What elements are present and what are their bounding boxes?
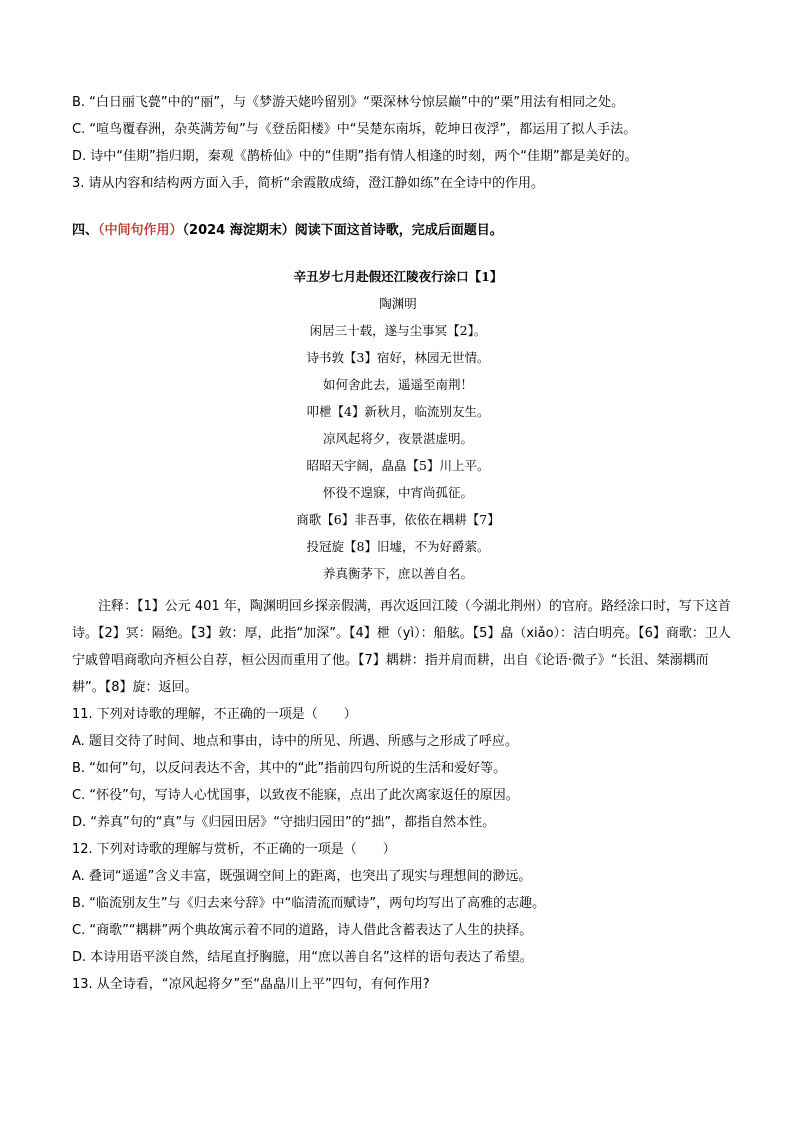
q12-option-c: C. “商歌”“耦耕”两个典故寓示着不同的道路，诗人借此含蓄表达了人生的抉择。 <box>72 923 533 938</box>
section-instruction: 阅读下面这首诗歌，完成后面题目。 <box>294 223 503 238</box>
annotation-text: 注释：【1】公元 401 年，陶渊明回乡探亲假满，再次返回江陵（今湖北荆州）的官府。路经涂口时，写下这首诗。【2】冥：隔绝。【3】敦：厚，此指“加深”。【4】枻（yì）：船舷。【5】皛（xiǎo）：洁白明亮。【6】商歌：卫人宁戚曾唱商歌向齐桓公自荐，桓公因而重用了他。【7】耦耕：指并肩而耕，出自《论语·微子》“长沮、桀溺耦而耕”。【8】旋：返回。 <box>72 599 731 695</box>
poem-line: 如何舍此去，遥遥至南荆！ <box>322 377 473 392</box>
q12-option-a: A. 叠词“遥遥”含义丰富，既强调空间上的距离，也突出了现实与理想间的渺远。 <box>72 869 532 884</box>
q12-option-d: D. 本诗用语平淡自然，结尾直抒胸臆，用“庶以善自名”这样的语句表达了希望。 <box>72 950 533 965</box>
annotation-paragraph <box>72 593 732 701</box>
q11-option-a: A. 题目交待了时间、地点和事由，诗中的所见、所遇、所感与之形成了呼应。 <box>72 734 518 749</box>
poem-line: 昭昭天宇阔，皛皛【5】川上平。 <box>306 458 490 473</box>
q11-option-b: B. “如何”句，以反问表达不舍，其中的“此”指前四句所说的生活和爱好等。 <box>72 761 507 776</box>
poem-line: 叩枻【4】新秋月，临流别友生。 <box>306 404 490 419</box>
section-source: （2024 海淀期末） <box>182 223 295 238</box>
section-number: 四、 <box>72 223 99 238</box>
poem-line: 诗书敦【3】宿好，林园无世情。 <box>306 350 490 365</box>
q12-option-b: B. “临流别友生”与《归去来兮辞》中“临清流而赋诗”，两句均写出了高雅的志趣。 <box>72 896 546 911</box>
option-d-prev: D. 诗中“佳期”指归期，秦观《鹊桥仙》中的“佳期”指有情人相逢的时刻，两个“佳期”都是美好的。 <box>72 149 638 164</box>
question-11: 11. 下列对诗歌的理解，不正确的一项是（ ） <box>72 707 357 722</box>
option-b-prev: B. “白日丽飞甍”中的“丽”，与《梦游天姥吟留别》“栗深林兮惊层巅”中的“栗”用法有相同之处。 <box>72 95 625 110</box>
poem-line: 怀役不遑寐，中宵尚孤征。 <box>322 485 473 500</box>
question-13: 13. 从全诗看，“凉风起将夕”至“皛皛川上平”四句，有何作用? <box>72 977 430 992</box>
section-heading <box>72 221 732 241</box>
poem-line: 养真衡茅下，庶以善自名。 <box>322 566 473 581</box>
poem-line: 投冠旋【8】旧墟，不为好爵萦。 <box>306 539 490 554</box>
section-tag: （中间句作用） <box>98 223 183 238</box>
poem-line: 闲居三十载，遂与尘事冥【2】。 <box>309 323 487 338</box>
q11-option-c: C. “怀役”句，写诗人心忧国事，以致夜不能寐，点出了此次离家返任的原因。 <box>72 788 519 803</box>
poem-line: 商歌【6】非吾事，依依在耦耕【7】 <box>296 512 500 527</box>
poem-author: 陶渊明 <box>379 296 417 311</box>
question-3: 3. 请从内容和结构两方面入手，简析“余霞散成绮，澄江静如练”在全诗中的作用。 <box>72 176 545 191</box>
q11-option-d: D. “养真”句的“真”与《归园田居》“守拙归园田”的“拙”，都指自然本性。 <box>72 815 496 830</box>
poem-title: 辛丑岁七月赴假还江陵夜行涂口【1】 <box>293 269 503 284</box>
option-c-prev: C. “喧鸟覆春洲，杂英满芳甸”与《登岳阳楼》中“吴楚东南坼，乾坤日夜浮”，都运用了拟人手法。 <box>72 122 637 137</box>
poem-line: 凉风起将夕，夜景湛虚明。 <box>322 431 473 446</box>
question-12: 12. 下列对诗歌的理解与赏析，不正确的一项是（ ） <box>72 842 396 857</box>
